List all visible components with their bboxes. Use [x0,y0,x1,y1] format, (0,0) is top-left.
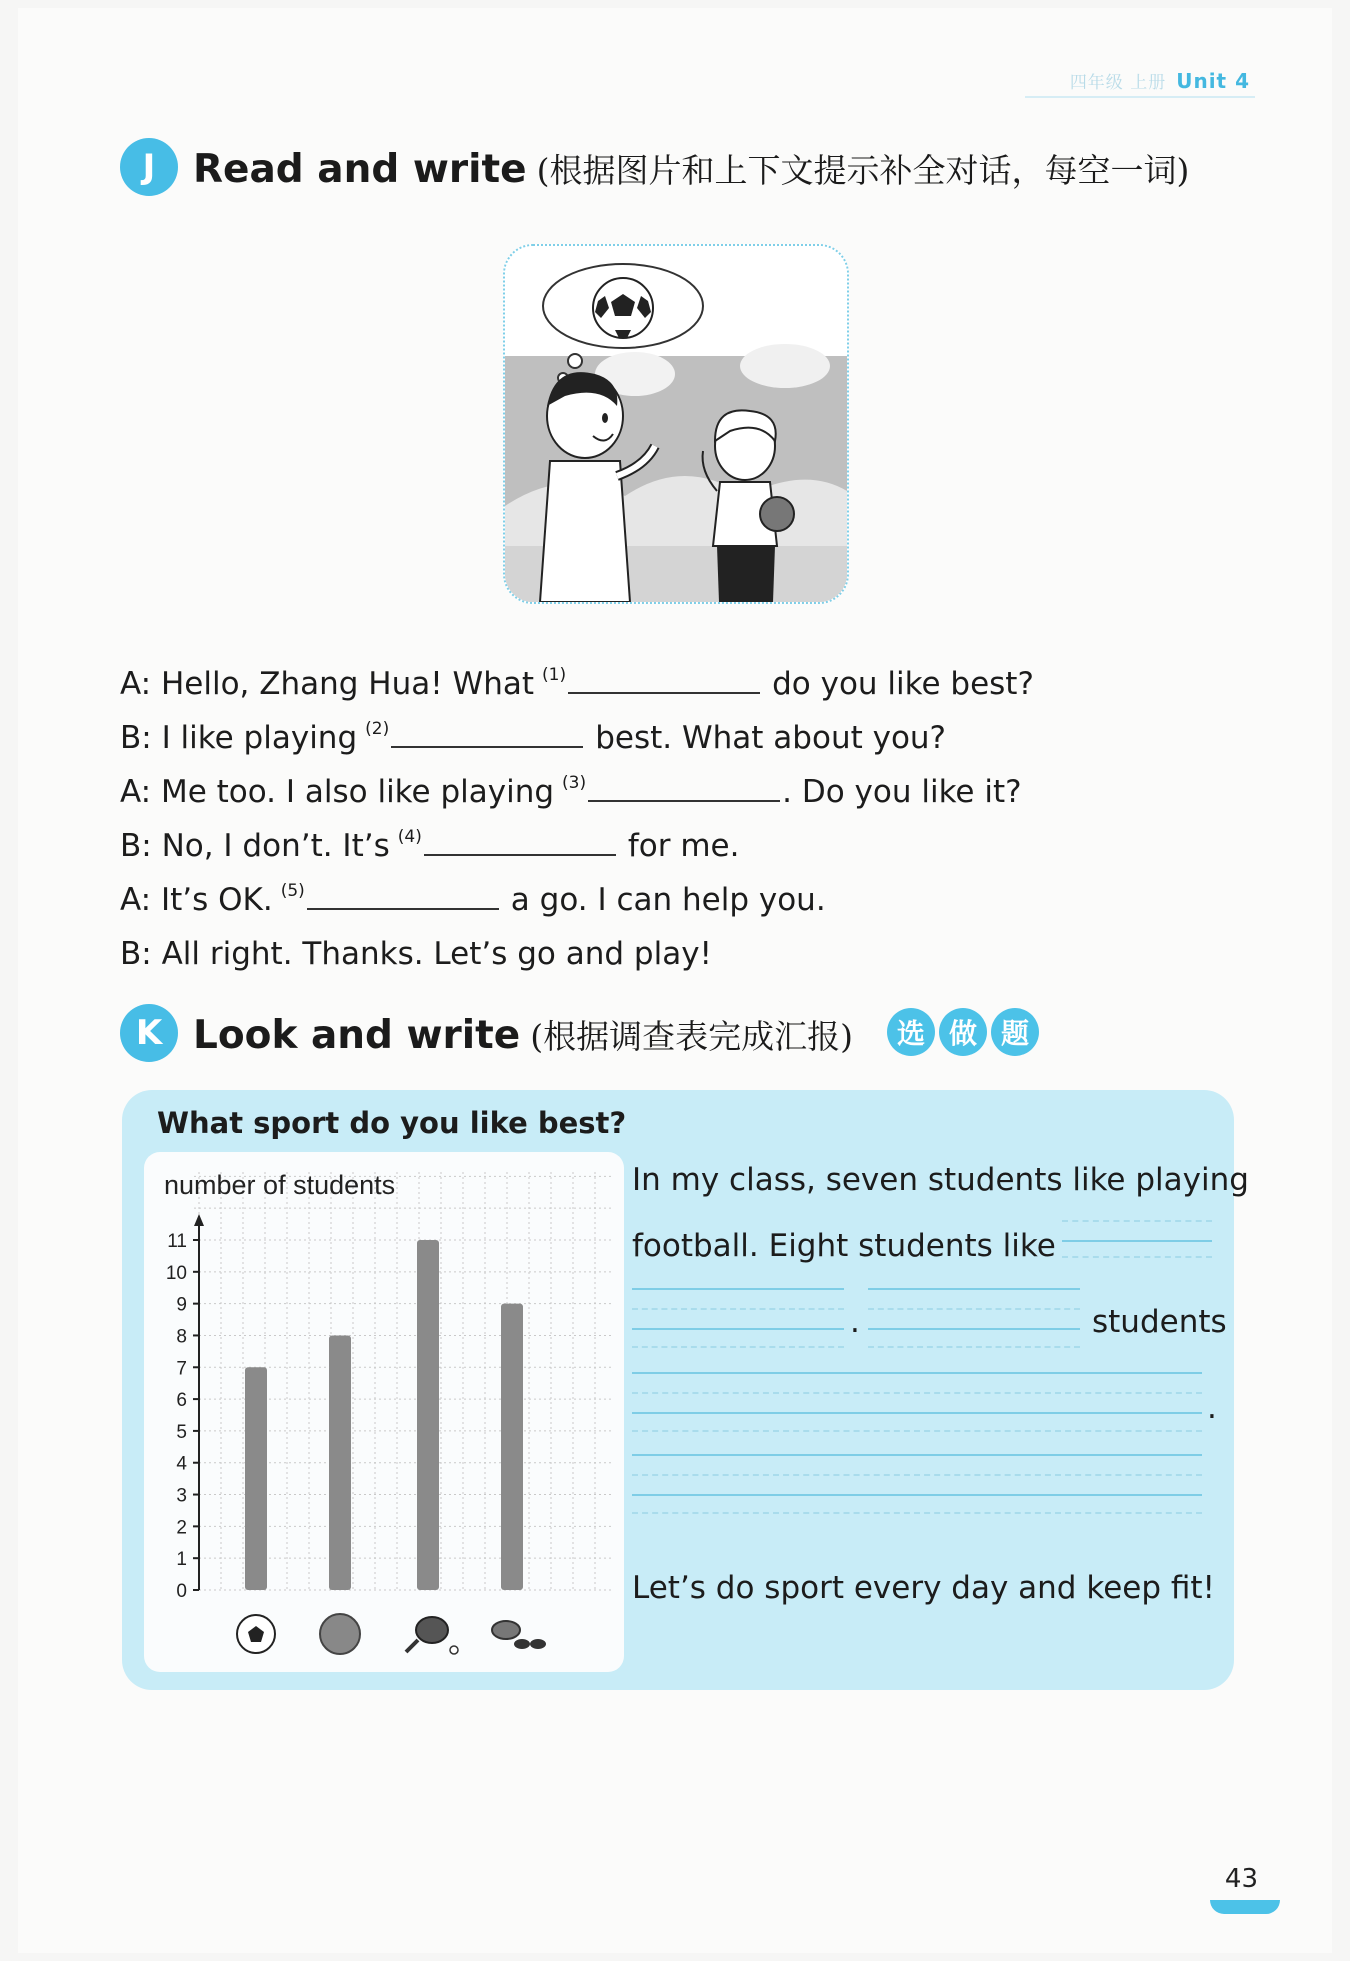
y-tick-label: 4 [176,1453,187,1475]
section-k-title-text: Look and write [193,1013,521,1058]
y-tick-label: 5 [176,1421,187,1443]
answer-line[interactable] [632,1412,1202,1414]
survey-panel [122,1090,1249,1690]
answer-blank-2[interactable] [391,716,583,748]
chip: 选 [887,1008,935,1056]
unit-label: Unit 4 [1176,69,1250,93]
blank-number: (3) [562,773,587,793]
line-text: A: Hello, Zhang Hua! What [120,666,534,702]
blank-number: (2) [365,719,390,739]
section-j-badge: J [120,138,178,196]
chart-svg [144,1152,624,1672]
section-k-badge: K [120,1004,178,1062]
line-text: B: All right. Thanks. Let’s go and play! [120,936,712,972]
report-word-students: students [1092,1304,1227,1340]
guide-line [1062,1256,1212,1258]
survey-chart [144,1152,624,1672]
y-tick-label: 0 [176,1581,187,1602]
guide-line [1062,1220,1212,1222]
answer-line[interactable] [632,1494,1202,1496]
dialogue-line-6 [120,927,1034,981]
running-header [1070,68,1250,93]
line-text: best. What about you? [595,720,947,756]
y-tick-label: 8 [176,1326,187,1348]
answer-line[interactable] [632,1328,844,1330]
blank-number: (5) [280,881,305,901]
guide-line [632,1392,1202,1394]
answer-blank-4[interactable] [424,824,616,856]
answer-line[interactable] [632,1454,1202,1456]
section-k-title [193,1011,853,1058]
basketball-icon [320,1614,360,1654]
dialogue-line-5 [120,873,1034,927]
bar-swimming [501,1304,523,1590]
ping-pong-ball [450,1646,458,1654]
goggles-lens [514,1639,530,1649]
chip: 做 [939,1008,987,1056]
ping-pong-icon [416,1617,448,1643]
report-line-1: In my class, seven students like playing [632,1162,1249,1198]
survey-question: What sport do you like best? [157,1106,627,1140]
report-separator: . [850,1304,860,1340]
bar-football [245,1367,267,1590]
dialogue-block [120,657,1034,981]
optional-exercise-chips [887,1008,1039,1056]
line-text: B: I like playing [120,720,358,756]
y-axis-label: number of students [164,1170,396,1200]
answer-line[interactable] [868,1328,1080,1330]
ping-pong-handle [406,1640,418,1652]
guide-line [868,1346,1080,1348]
section-j-title-text: Read and write [193,147,527,192]
answer-line[interactable] [1062,1240,1212,1242]
chip: 题 [991,1008,1039,1056]
bar-basketball [329,1335,351,1590]
y-tick-label: 7 [176,1358,187,1380]
dialogue-illustration [503,244,849,604]
section-k-instruction: (根据调查表完成汇报) [530,1017,854,1056]
line-text: a go. I can help you. [510,882,826,918]
page-number-decoration [1210,1900,1280,1914]
report-end-period: . [1207,1390,1217,1426]
illustration-svg [505,246,847,602]
guide-line [632,1474,1202,1476]
blank-number: (1) [542,665,567,685]
line-text: A: Me too. I also like playing [120,774,555,810]
y-tick-label: 6 [176,1390,187,1412]
dialogue-line-4 [120,819,1034,873]
answer-line[interactable] [632,1372,1202,1374]
guide-line [868,1308,1080,1310]
y-tick-label: 9 [176,1294,187,1316]
page-number: 43 [1224,1864,1258,1894]
answer-blank-3[interactable] [588,770,780,802]
answer-line[interactable] [868,1288,1080,1290]
guide-line [632,1346,844,1348]
y-axis-arrow [194,1214,204,1226]
line-text: for me. [627,828,740,864]
guide-line [632,1512,1202,1514]
guide-line [632,1308,844,1310]
swimming-icon [492,1621,520,1639]
line-text: do you like best? [772,666,1034,702]
y-tick-label: 10 [165,1262,187,1284]
bar-ping-pong [417,1240,439,1590]
y-tick-label: 11 [167,1231,187,1252]
report-line-2: football. Eight students like [632,1228,1056,1264]
goggles-lens [530,1639,546,1649]
line-text: . Do you like it? [782,774,1022,810]
guide-line [632,1430,1202,1432]
blank-number: (4) [397,827,422,847]
dialogue-line-1 [120,657,1034,711]
report-closing: Let’s do sport every day and keep fit! [632,1570,1215,1606]
line-text: A: It’s OK. [120,882,273,918]
y-tick-label: 3 [176,1485,187,1507]
y-tick-label: 1 [176,1549,187,1571]
dialogue-line-3 [120,765,1034,819]
answer-blank-5[interactable] [307,878,499,910]
y-tick-label: 2 [176,1517,187,1539]
answer-line[interactable] [632,1288,844,1290]
section-j-instruction: (根据图片和上下文提示补全对话，每空一词) [536,151,1190,190]
header-rule [1025,96,1255,98]
answer-blank-1[interactable] [568,662,760,694]
section-j-title [193,145,1189,192]
line-text: B: No, I don’t. It’s [120,828,390,864]
grade-label: 四年级 上册 [1069,73,1167,93]
